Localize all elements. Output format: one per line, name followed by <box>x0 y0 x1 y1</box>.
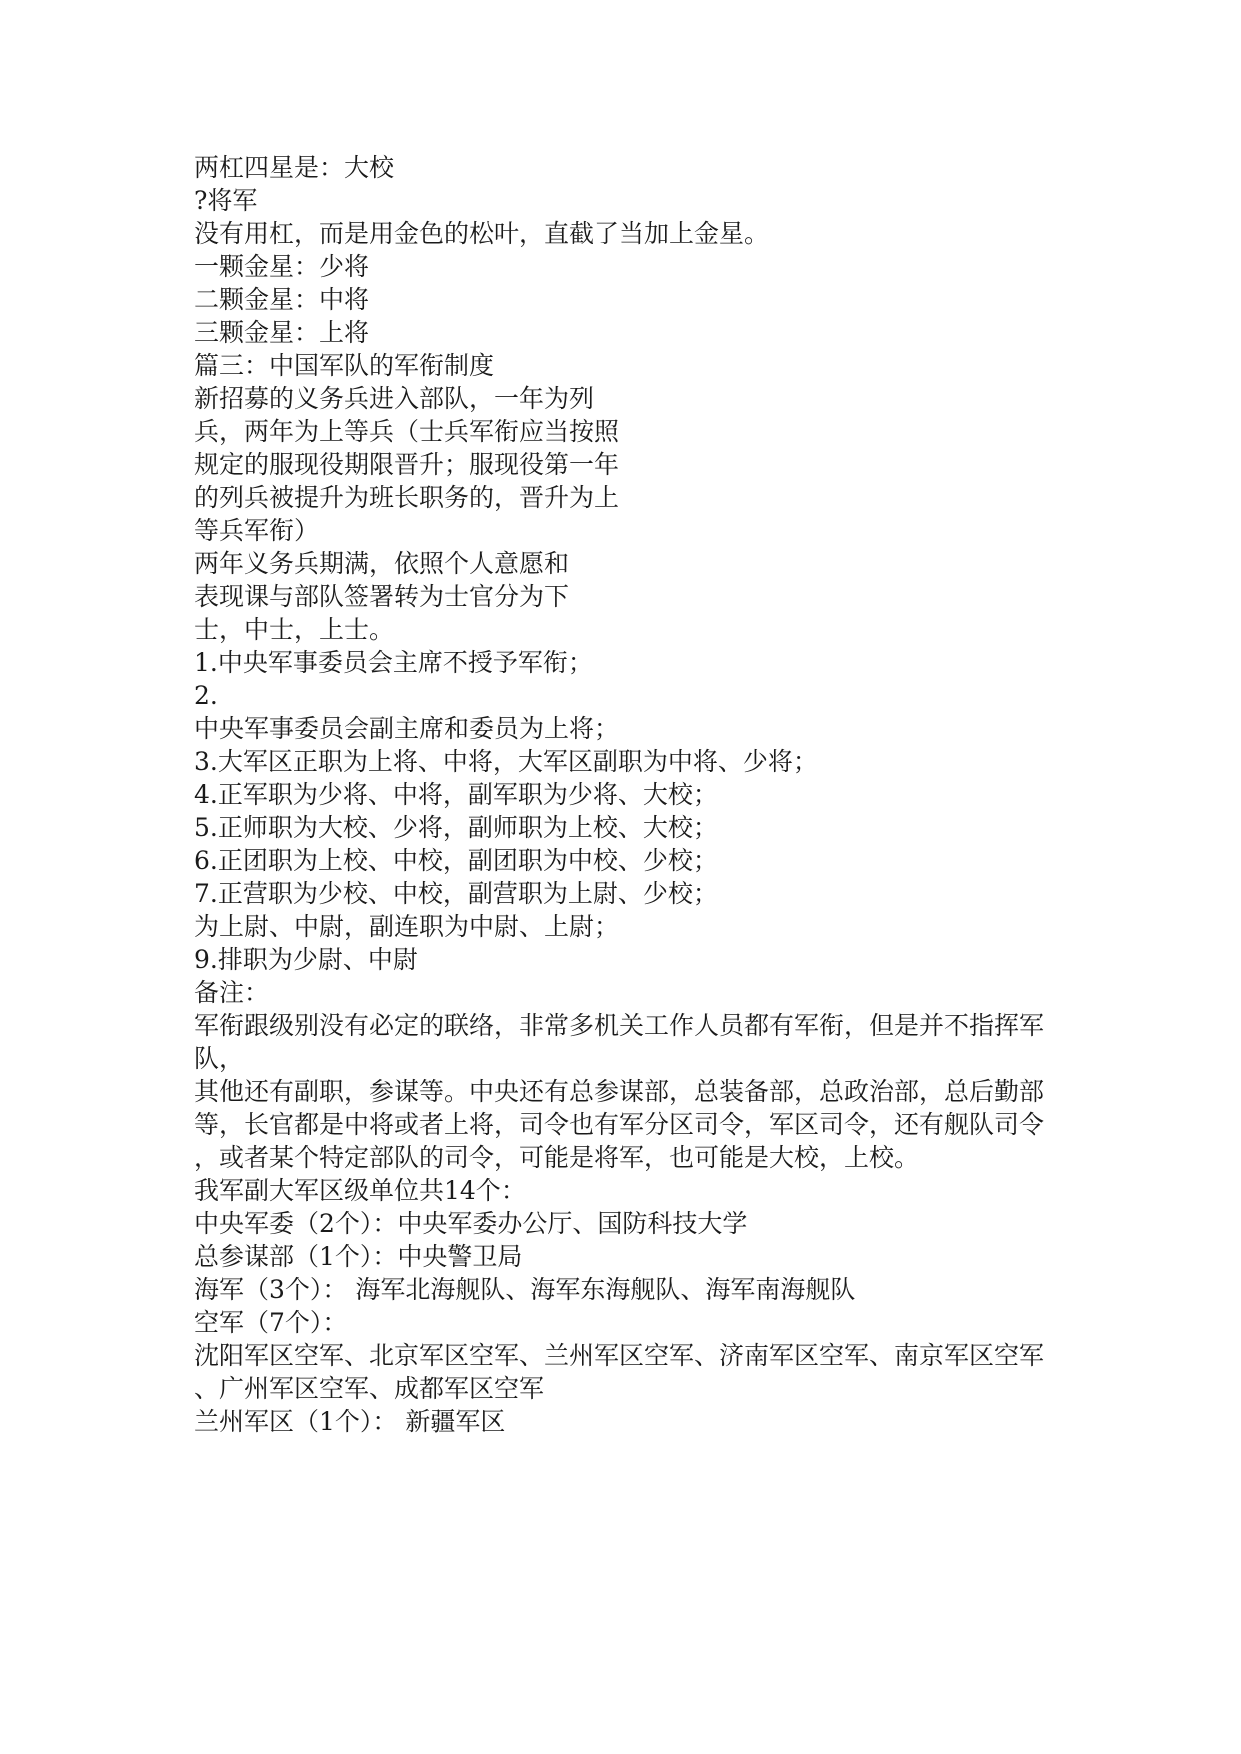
note-heading: 备注： <box>194 978 270 1007</box>
text-line: 总参谋部（1个）：中央警卫局 <box>194 1242 523 1271</box>
text-line: ，或者某个特定部队的司令，可能是将军，也可能是大校，上校。 <box>194 1143 920 1172</box>
text-line: 新招募的义务兵进入部队，一年为列 <box>194 384 595 413</box>
list-item: 1.中央军事委员会主席不授予军衔； <box>194 648 593 677</box>
text-line: 等，长官都是中将或者上将，司令也有军分区司令，军区司令，还有舰队司令 <box>194 1110 1045 1139</box>
section-heading: 篇三：中国军队的军衔制度 <box>194 351 495 380</box>
text-line: 我军副大军区级单位共14个： <box>194 1176 526 1205</box>
list-item: 3.大军区正职为上将、中将，大军区副职为中将、少将； <box>194 747 818 776</box>
list-item: 中央军事委员会副主席和委员为上将； <box>194 714 620 743</box>
text-line: 兵，两年为上等兵（士兵军衔应当按照 <box>194 417 620 446</box>
list-item: 7.正营职为少校、中校，副营职为上尉、少校； <box>194 879 718 908</box>
text-line: 两年义务兵期满，依照个人意愿和 <box>194 549 570 578</box>
text-line: 军衔跟级别没有必定的联络，非常多机关工作人员都有军衔，但是并不指挥军 <box>194 1011 1045 1040</box>
list-item: 为上尉、中尉，副连职为中尉、上尉； <box>194 912 620 941</box>
list-item: 2. <box>194 681 218 710</box>
text-line: 二颗金星：中将 <box>194 285 370 314</box>
list-item: 4.正军职为少将、中将，副军职为少将、大校； <box>194 780 718 809</box>
text-line: 兰州军区（1个）： 新疆军区 <box>194 1407 506 1436</box>
text-line: 三颗金星：上将 <box>194 318 370 347</box>
text-line: 两杠四星是：大校 <box>194 153 395 182</box>
list-item: 9.排职为少尉、中尉 <box>194 945 418 974</box>
text-line: 、广州军区空军、成都军区空军 <box>194 1374 545 1403</box>
text-line: 没有用杠，而是用金色的松叶，直截了当加上金星。 <box>194 219 770 248</box>
text-line: 表现课与部队签署转为士官分为下 <box>194 582 570 611</box>
document-body <box>194 151 1074 1438</box>
list-item: 5.正师职为大校、少将，副师职为上校、大校； <box>194 813 718 842</box>
text-line: 沈阳军区空军、北京军区空军、兰州军区空军、济南军区空军、南京军区空军 <box>194 1341 1045 1370</box>
text-line: 士，中士，上士。 <box>194 615 395 644</box>
text-line: 一颗金星：少将 <box>194 252 370 281</box>
text-line: 规定的服现役期限晋升；服现役第一年 <box>194 450 620 479</box>
text-line: 中央军委（2个）：中央军委办公厅、国防科技大学 <box>194 1209 748 1238</box>
list-item: 6.正团职为上校、中校，副团职为中校、少校； <box>194 846 718 875</box>
text-line: 的列兵被提升为班长职务的，晋升为上 <box>194 483 620 512</box>
text-line: ?将军 <box>194 186 258 215</box>
text-line: 等兵军衔） <box>194 516 320 545</box>
text-line: 空军（7个）： <box>194 1308 348 1337</box>
text-line: 队， <box>194 1044 245 1073</box>
text-line: 其他还有副职，参谋等。中央还有总参谋部，总装备部，总政治部，总后勤部 <box>194 1077 1045 1106</box>
text-line: 海军（3个）： 海军北海舰队、海军东海舰队、海军南海舰队 <box>194 1275 856 1304</box>
